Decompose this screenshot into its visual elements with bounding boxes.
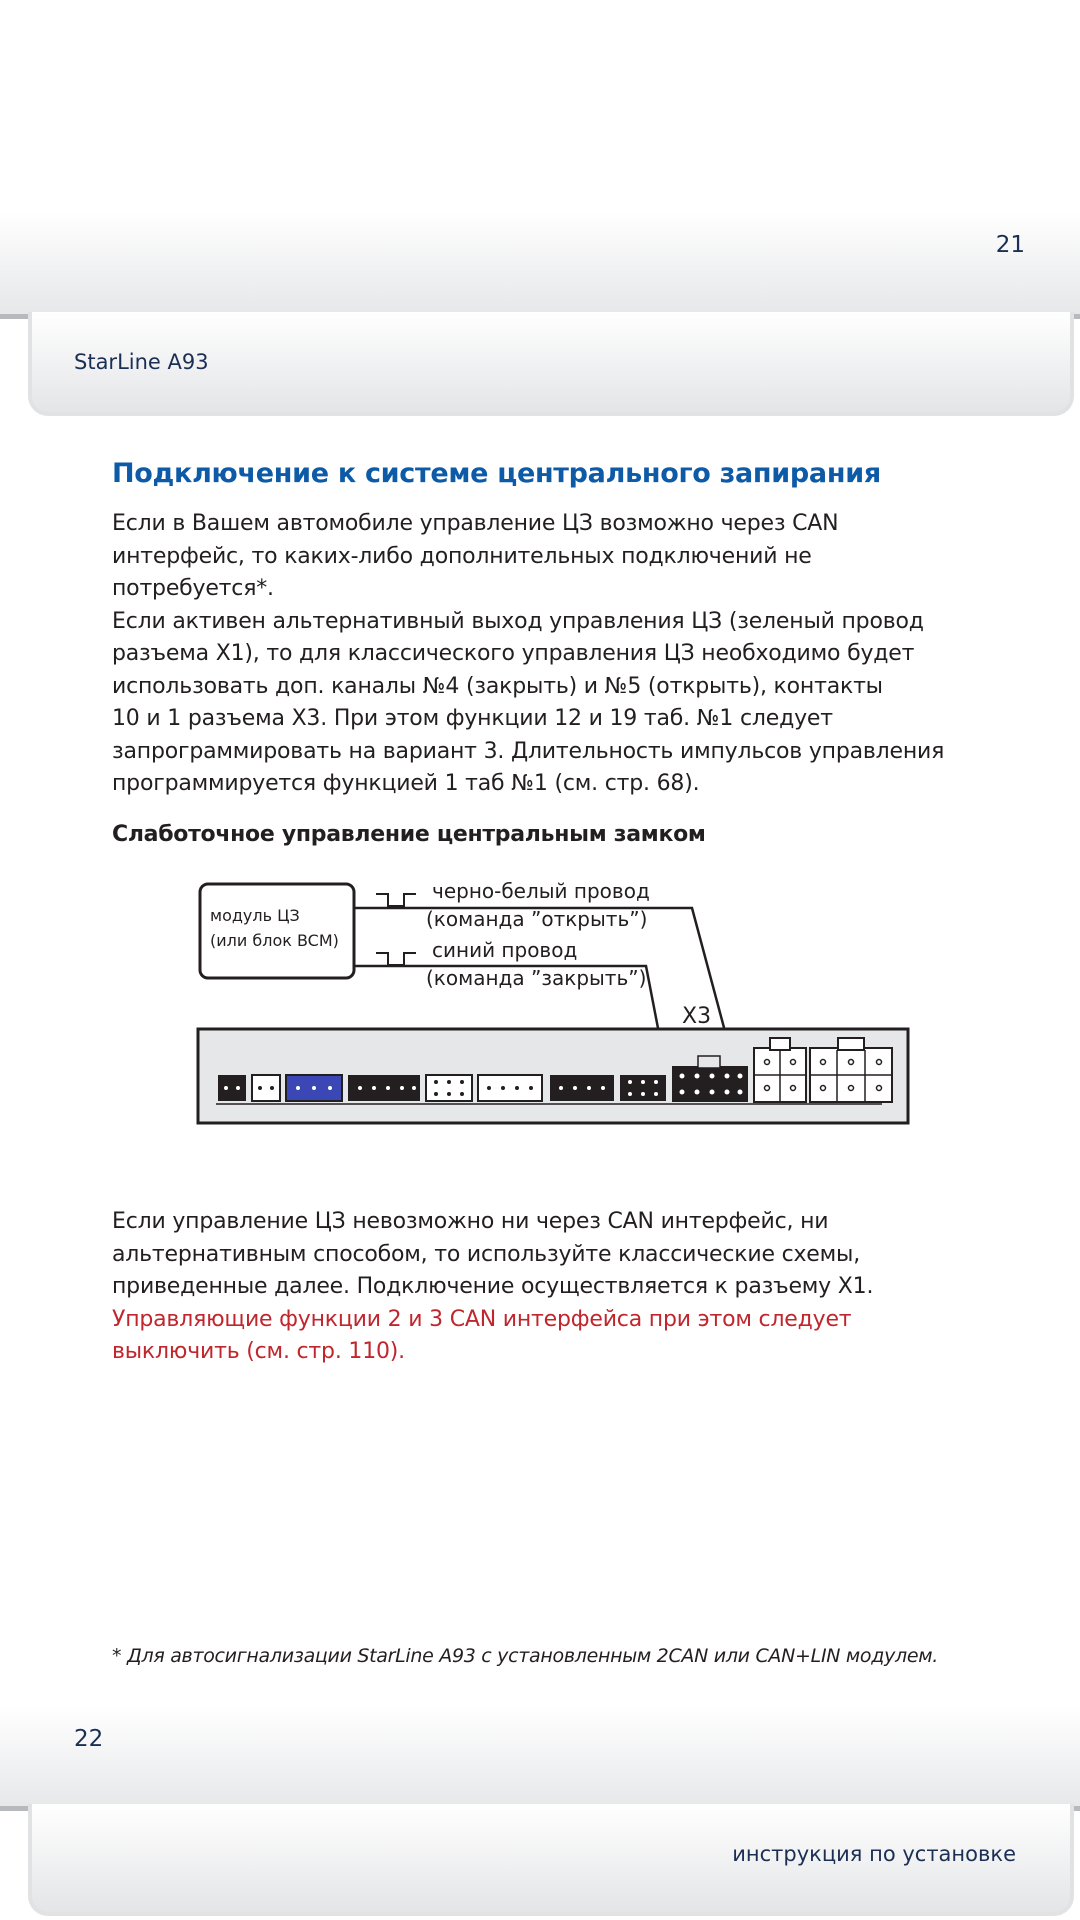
connector xyxy=(620,1075,666,1101)
text-line: приведенные далее. Подключение осуществляется к разъему X1. xyxy=(112,1274,874,1299)
module-label-line2: (или блок BCM) xyxy=(210,931,339,950)
text-line: Если в Вашем автомобиле управление ЦЗ возможно через CAN xyxy=(112,511,839,536)
footer-caption: инструкция по установке xyxy=(732,1842,1016,1866)
pulse-icon xyxy=(376,894,416,906)
footer-band xyxy=(0,1706,1080,1810)
subsection-title: Слаботочное управление центральным замком xyxy=(112,822,706,847)
brand-label: StarLine A93 xyxy=(74,350,209,374)
footnote: * Для автосигнализации StarLine A93 с установленным 2CAN или CAN+LIN модулем. xyxy=(112,1645,939,1667)
wire2-command: (команда ”закрыть”) xyxy=(426,966,647,990)
wire2-label: синий провод xyxy=(432,938,578,962)
text-line: потребуется*. xyxy=(112,576,274,601)
warning-line: выключить (см. стр. 110). xyxy=(112,1339,405,1364)
module-label-line1: модуль ЦЗ xyxy=(210,906,300,925)
text-line: программируется функцией 1 таб №1 (см. стр. 68). xyxy=(112,771,700,796)
intro-paragraph xyxy=(112,508,992,801)
connector-x3 xyxy=(672,1066,748,1102)
connector-latch xyxy=(698,1056,720,1068)
text-line: разъема X1), то для классического управления ЦЗ необходимо будет xyxy=(112,641,915,666)
warning-line: Управляющие функции 2 и 3 CAN интерфейса при этом следует xyxy=(112,1306,852,1332)
alternative-paragraph xyxy=(112,1206,992,1369)
connector xyxy=(252,1075,280,1101)
text-line: альтернативным способом, то используйте классические схемы, xyxy=(112,1241,860,1267)
section-title: Подключение к системе центрального запирания xyxy=(112,458,881,489)
connector xyxy=(218,1075,246,1101)
text-line: 10 и 1 разъема X3. При этом функции 12 и 19 таб. №1 следует xyxy=(112,706,833,731)
page-number-bottom: 22 xyxy=(74,1726,104,1752)
text-line: Если активен альтернативный выход управления ЦЗ (зеленый провод xyxy=(112,608,924,634)
page-number-top: 21 xyxy=(995,232,1025,258)
wire1-label: черно-белый провод xyxy=(432,879,650,903)
connector-label-x3: X3 xyxy=(682,1004,712,1029)
wire1-command: (команда ”открыть”) xyxy=(426,907,648,931)
text-line: запрограммировать на вариант 3. Длительность импульсов управления xyxy=(112,738,945,764)
header-band xyxy=(0,212,1080,316)
pulse-icon xyxy=(376,953,416,965)
wiring-diagram xyxy=(190,870,910,1130)
text-line: использовать доп. каналы №4 (закрыть) и №5 (открыть), контакты xyxy=(112,673,883,699)
text-line: интерфейс, то каких-либо дополнительных подключений не xyxy=(112,543,812,569)
text-line: Если управление ЦЗ невозможно ни через CAN интерфейс, ни xyxy=(112,1209,829,1234)
connector xyxy=(426,1075,472,1101)
